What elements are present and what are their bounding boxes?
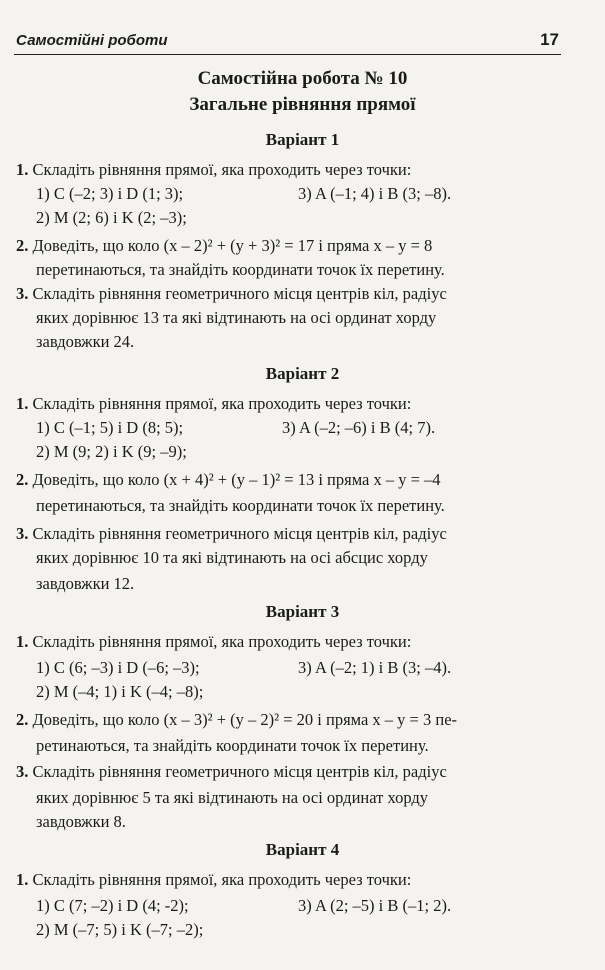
v1-task-2-cont: перетинаються, та знайдіть координати точок їх перетину. [36, 260, 445, 279]
v3-task-1-item-2: 2) M (–4; 1) і K (–4; –8); [36, 682, 204, 701]
work-subtitle: Загальне рівняння прямої [189, 94, 416, 115]
v1-task-1-item-2: 2) M (2; 6) і K (2; –3); [36, 208, 187, 227]
running-head [14, 28, 561, 55]
v2-task-1 [16, 394, 411, 414]
v3-task-1 [16, 632, 411, 652]
v1-task-2 [16, 236, 432, 256]
v4-task-1-item-3: 3) A (2; –5) і B (–1; 2). [298, 896, 452, 915]
v1-task-3-cont-1: яких дорівнює 13 та які відтинають на осі ординат хорду [36, 308, 437, 327]
task-number: 1. [16, 632, 29, 651]
v3-task-2 [16, 710, 457, 730]
variant-1-heading: Варіант 1 [265, 130, 340, 149]
v1-task-3 [16, 284, 447, 304]
task-text: Складіть рівняння прямої, яка проходить через точки: [32, 394, 412, 413]
v3-task-3-cont-1: яких дорівнює 5 та які відтинають на осі ординат хорду [36, 788, 429, 807]
task-text: Доведіть, що коло (x – 2)² + (y + 3)² = 17 і пряма x – y = 8 [32, 236, 433, 255]
v2-task-2 [16, 470, 441, 490]
section-title: Самостійні роботи [16, 32, 168, 49]
task-number: 2. [16, 710, 29, 729]
task-number: 1. [16, 870, 29, 889]
v2-task-3-cont-2: завдовжки 12. [36, 574, 135, 593]
task-number: 3. [16, 524, 29, 543]
page-number: 17 [540, 30, 559, 49]
v3-task-1-item-1: 1) C (6; –3) і D (–6; –3); [36, 658, 200, 677]
v4-task-1-item-2: 2) M (–7; 5) і K (–7; –2); [36, 920, 204, 939]
task-number: 1. [16, 160, 29, 179]
task-number: 3. [16, 762, 29, 781]
task-text: Доведіть, що коло (x – 3)² + (y – 2)² = 20 і пряма x – y = 3 пе- [32, 710, 458, 729]
v2-task-3-cont-1: яких дорівнює 10 та які відтинають на осі абсцис хорду [36, 548, 428, 567]
v1-task-3-cont-2: завдовжки 24. [36, 332, 135, 351]
task-number: 1. [16, 394, 29, 413]
v4-task-1 [16, 870, 411, 890]
v4-task-1-item-1: 1) C (7; –2) і D (4; -2); [36, 896, 189, 915]
v2-task-1-item-3: 3) A (–2; –6) і B (4; 7). [282, 418, 436, 437]
task-text: Складіть рівняння прямої, яка проходить через точки: [32, 160, 412, 179]
task-text: Складіть рівняння прямої, яка проходить через точки: [32, 870, 412, 889]
v3-task-2-cont: ретинаються, та знайдіть координати точок їх перетину. [36, 736, 429, 755]
task-number: 2. [16, 236, 29, 255]
variant-2-heading: Варіант 2 [265, 364, 340, 383]
task-text: Складіть рівняння геометричного місця центрів кіл, радіус [32, 284, 447, 303]
task-text: Доведіть, що коло (x + 4)² + (y – 1)² = 13 і пряма x – y = –4 [32, 470, 441, 489]
variant-4-heading: Варіант 4 [265, 840, 340, 859]
v1-task-1-item-1: 1) C (–2; 3) і D (1; 3); [36, 184, 184, 203]
task-number: 3. [16, 284, 29, 303]
task-text: Складіть рівняння прямої, яка проходить через точки: [32, 632, 412, 651]
work-title: Самостійна робота № 10 [197, 68, 408, 89]
task-text: Складіть рівняння геометричного місця центрів кіл, радіус [32, 524, 447, 543]
v3-task-3 [16, 762, 447, 782]
task-text: Складіть рівняння геометричного місця центрів кіл, радіус [32, 762, 447, 781]
v2-task-3 [16, 524, 447, 544]
v2-task-1-item-2: 2) M (9; 2) і K (9; –9); [36, 442, 187, 461]
v2-task-1-item-1: 1) C (–1; 5) і D (8; 5); [36, 418, 184, 437]
v1-task-1 [16, 160, 411, 180]
variant-3-heading: Варіант 3 [265, 602, 340, 621]
v1-task-1-item-3: 3) A (–1; 4) і B (3; –8). [298, 184, 452, 203]
v3-task-1-item-3: 3) A (–2; 1) і B (3; –4). [298, 658, 452, 677]
v2-task-2-cont: перетинаються, та знайдіть координати точок їх перетину. [36, 496, 445, 515]
v3-task-3-cont-2: завдовжки 8. [36, 812, 126, 831]
task-number: 2. [16, 470, 29, 489]
